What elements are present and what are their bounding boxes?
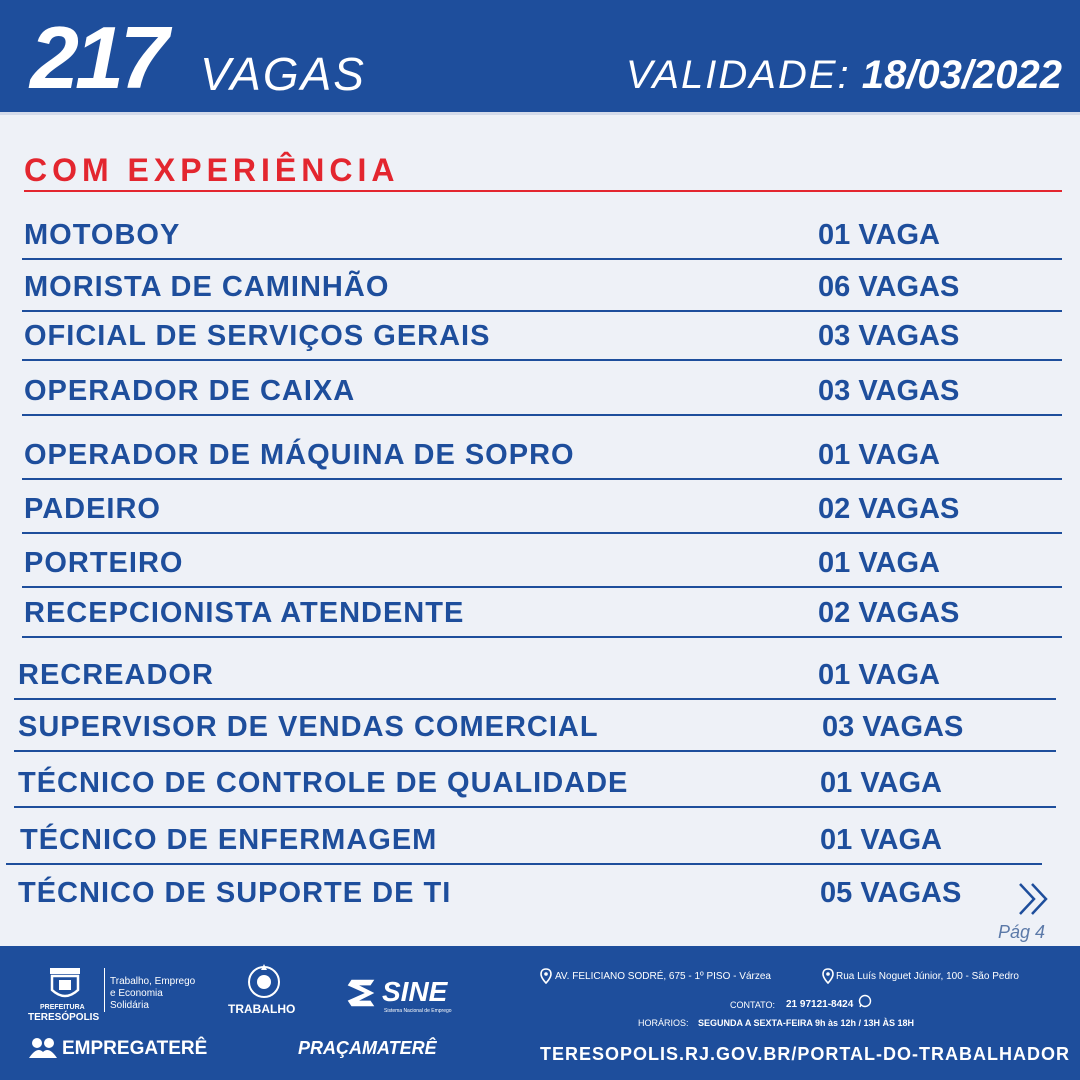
vacancy-count: 217 [30,8,165,107]
portal-link[interactable]: TERESOPOLIS.RJ.GOV.BR/PORTAL-DO-TRABALHADOR [540,1044,1071,1064]
job-title: SUPERVISOR DE VENDAS COMERCIAL [18,711,599,743]
job-vacancies: 05 VAGAS [820,877,962,909]
job-vacancies: 01 VAGA [818,439,940,471]
secretaria-line3: Solidária [110,1000,149,1011]
job-vacancies: 01 VAGA [820,767,942,799]
job-title: MOTOBOY [24,219,181,251]
secretaria-line1: Trabalho, Emprego [110,976,196,987]
address-varzea: AV. FELICIANO SODRÉ, 675 - 1º PISO - Várzea [555,971,771,982]
logo-divider [104,968,105,1012]
job-row [22,262,1062,312]
job-title: PADEIRO [24,493,161,525]
job-row [14,702,1056,752]
prefeitura-crest-icon [40,964,90,1004]
trabalho-label: TRABALHO [228,1002,296,1016]
job-row [22,366,1062,416]
job-vacancies: 01 VAGA [820,824,942,856]
prefeitura-line1: PREFEITURA [40,1004,85,1011]
prefeitura-line2: TERESÓPOLIS [28,1012,100,1023]
job-vacancies: 01 VAGA [818,547,940,579]
sine-logo-icon [342,974,380,1012]
pracamatere-label: PRAÇAMATERÊ [298,1038,437,1058]
job-title: RECEPCIONISTA ATENDENTE [24,597,465,629]
validity-label: VALIDADE: [625,53,851,97]
job-title: TÉCNICO DE CONTROLE DE QUALIDADE [18,767,629,799]
secretaria-line2: e Economia [110,988,163,999]
hours-value: SEGUNDA A SEXTA-FEIRA 9h às 12h / 13H ÀS 18H [698,1018,915,1028]
footer [0,946,1080,1080]
job-row [22,538,1062,588]
job-vacancies: 03 VAGAS [818,375,960,407]
job-row [6,815,1042,865]
job-row [14,758,1056,808]
vacancy-label: VAGAS [200,48,366,100]
location-pin-icon [822,968,834,984]
job-vacancies: 03 VAGAS [822,711,964,743]
trabalho-emblem-icon [244,962,284,1002]
validity-date: 18/03/2022 [861,53,1062,97]
next-page-chevron-icon[interactable] [1014,878,1056,920]
job-title: TÉCNICO DE ENFERMAGEM [20,824,438,856]
sine-subtitle: Sistema Nacional de Emprego [384,1008,452,1014]
page-number: Pág 4 [998,922,1046,942]
job-title: TÉCNICO DE SUPORTE DE TI [18,877,452,909]
job-title: MORISTA DE CAMINHÃO [24,271,390,303]
contact-phone: 21 97121-8424 [786,999,854,1010]
job-vacancies: 02 VAGAS [818,597,960,629]
job-vacancies: 01 VAGA [818,659,940,691]
job-row [22,430,1062,480]
location-pin-icon [540,968,552,984]
job-row [22,210,1062,260]
job-row [22,484,1062,534]
job-title: PORTEIRO [24,547,184,579]
job-row [14,650,1056,700]
job-row [22,311,1062,361]
job-title: RECREADOR [18,659,214,691]
job-title: OPERADOR DE MÁQUINA DE SOPRO [24,439,575,471]
job-title: OFICIAL DE SERVIÇOS GERAIS [24,320,491,352]
job-row [22,588,1062,638]
job-vacancies: 06 VAGAS [818,271,960,303]
job-vacancies: 01 VAGA [818,219,940,251]
job-vacancies: 02 VAGAS [818,493,960,525]
job-vacancies: 03 VAGAS [818,320,960,352]
section-title: COM EXPERIÊNCIA [24,152,400,188]
job-row [14,868,1014,916]
hours-label: HORÁRIOS: [638,1018,689,1028]
contact-label: CONTATO: [730,1000,775,1010]
sine-name: SINE [382,976,448,1007]
job-title: OPERADOR DE CAIXA [24,375,356,407]
empregatere-people-icon [28,1036,58,1060]
whatsapp-icon [858,994,872,1008]
address-sao-pedro: Rua Luís Noguet Júnior, 100 - São Pedro [836,971,1019,982]
empregatere-label: EMPREGATERÊ [62,1038,208,1059]
